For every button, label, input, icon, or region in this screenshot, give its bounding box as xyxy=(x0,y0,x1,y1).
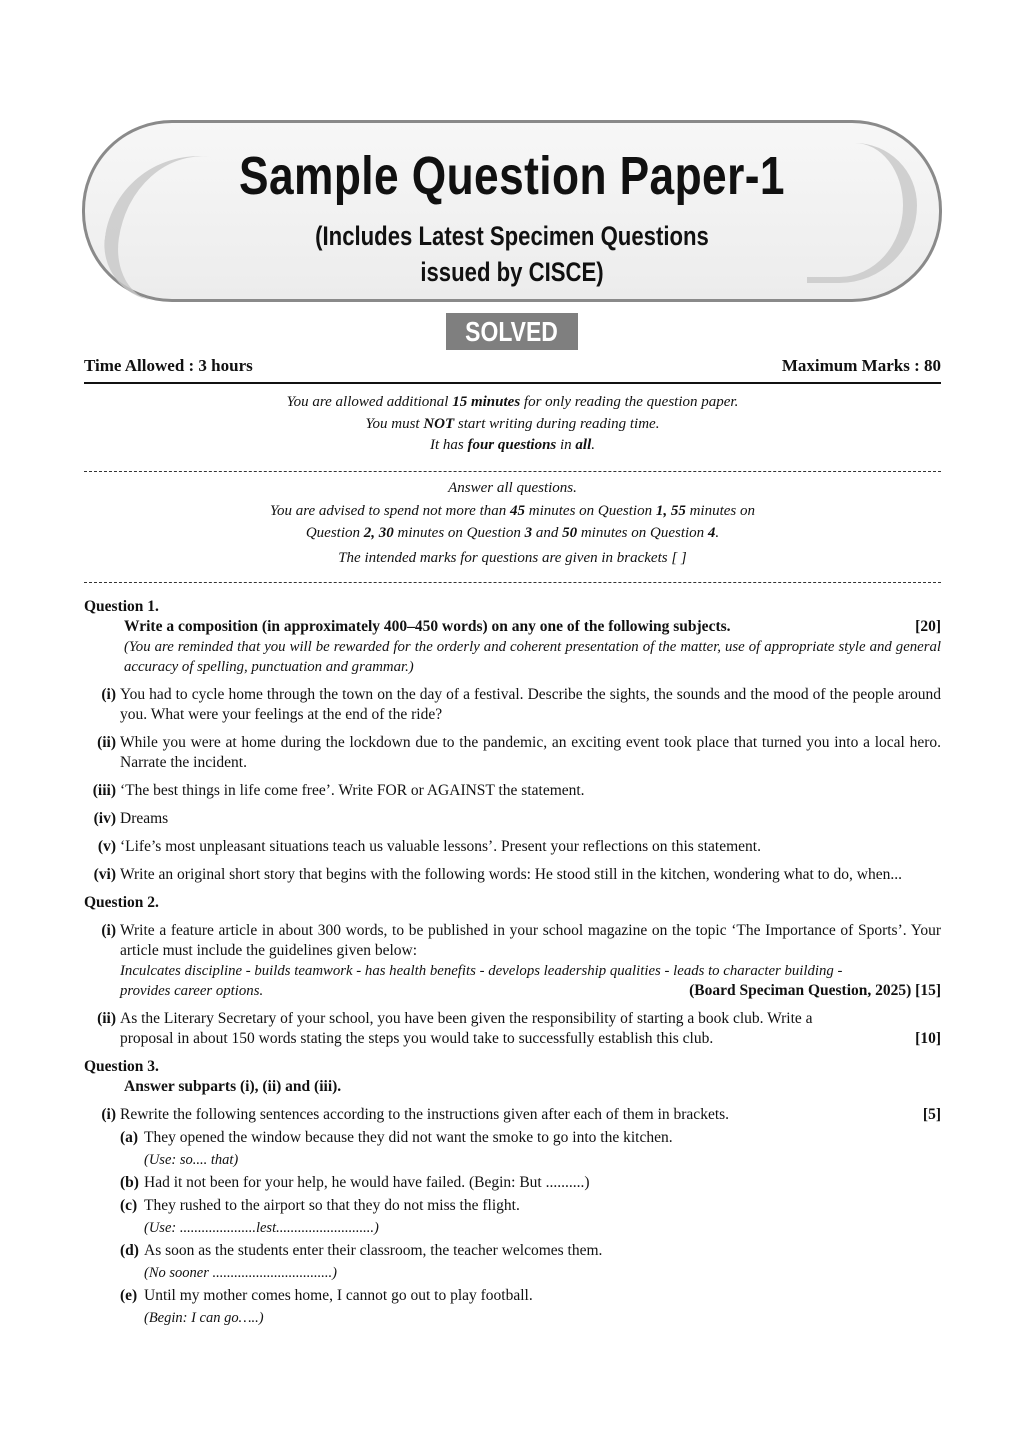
page-title: Sample Question Paper-1 xyxy=(239,146,785,206)
item-label: (vi) xyxy=(93,866,116,883)
instruction-text: It has xyxy=(429,437,468,453)
instruction-text: You are allowed additional xyxy=(286,394,453,410)
sub-question-note: (Use: so.... that) xyxy=(144,1152,239,1168)
item-text: As soon as the students enter their classroom, the teacher welcomes them. xyxy=(144,1242,603,1259)
list-item xyxy=(84,865,941,885)
page-subtitle: issued by CISCE) xyxy=(420,257,604,287)
maximum-marks: Maximum Marks : 80 xyxy=(781,356,941,375)
item-text: ‘Life’s most unpleasant situations teach us valuable lessons’. Present your reflections on this statement. xyxy=(120,838,761,855)
marks: [5] xyxy=(922,1106,941,1123)
item-text: While you were at home during the lockdown due to the pandemic, an exciting event took place that turned you into a local hero. Narrate the incident. xyxy=(120,734,941,771)
item-label: (c) xyxy=(120,1197,138,1214)
emphasis-text: 3 xyxy=(524,525,533,541)
instruction-line: The intended marks for questions are given in brackets [ ] xyxy=(338,550,687,566)
list-item xyxy=(84,781,941,801)
instruction-line xyxy=(84,437,941,454)
sub-question-note: (Use: .....................lest...........................) xyxy=(144,1220,379,1236)
item-text: Until my mother comes home, I cannot go out to play football. xyxy=(144,1287,533,1304)
instruction-text: Question xyxy=(305,525,364,541)
item-text: Write an original short story that begins with the following words: He stood still in the kitchen, wondering what to do, when... xyxy=(120,866,903,883)
item-text: They opened the window because they did not want the smoke to go into the kitchen. xyxy=(144,1129,673,1146)
question-note: (You are reminded that you will be rewarded for the orderly and coherent presentation of the matter, use of appropriate style and general accuracy of spelling, punctuation and grammar.) xyxy=(124,639,941,675)
source-marks: (Board Speciman Question, 2025) [15] xyxy=(689,982,941,999)
item-label: (iv) xyxy=(93,810,116,827)
sub-question-note: (No sooner .................................) xyxy=(144,1265,337,1281)
item-label: (d) xyxy=(120,1242,139,1259)
emphasis-text: four questions xyxy=(467,437,557,453)
sub-question xyxy=(120,1241,941,1261)
list-item: (i) Write a feature article in about 300 words, to be published in your school magazine on the topic ‘The Importance of Sports’. Your article must include the guidelines given below: Inculcates discipline - builds teamwork - has health benefits - develops leadership qualities - leads to character building - provides career options. (Board Speciman Question, 2025) [15] xyxy=(101,922,941,999)
instruction-text: start writing during reading time. xyxy=(454,416,660,432)
sub-question-note: (Begin: I can go…..) xyxy=(144,1310,264,1326)
marks: [10] xyxy=(915,1030,941,1047)
instruction-line: Answer all questions. xyxy=(448,480,577,496)
question-heading: Question 3. xyxy=(84,1058,159,1075)
instruction-text: You are advised to spend not more than xyxy=(270,503,510,519)
item-label: (e) xyxy=(120,1287,138,1304)
item-label: (v) xyxy=(97,838,116,855)
instruction-text: minutes on Question xyxy=(393,525,525,541)
item-text: Dreams xyxy=(120,810,169,827)
solved-badge: SOLVED xyxy=(446,313,578,350)
emphasis-text: NOT xyxy=(423,416,455,432)
emphasis-text: 1, 55 xyxy=(655,503,686,519)
sub-question xyxy=(120,1286,941,1306)
instruction-line xyxy=(84,416,941,433)
sub-question xyxy=(120,1196,941,1216)
item-label: (iii) xyxy=(92,782,116,799)
instruction-line xyxy=(84,503,941,520)
emphasis-text: 50 xyxy=(562,525,578,541)
marks: [20] xyxy=(915,618,941,635)
instruction-text: for only reading the question paper. xyxy=(520,394,739,410)
question-heading: Question 1. xyxy=(84,598,159,615)
time-allowed: Time Allowed : 3 hours xyxy=(84,356,253,375)
item-label: (a) xyxy=(120,1129,139,1146)
sub-question xyxy=(120,1128,941,1148)
item-label: (b) xyxy=(120,1174,139,1191)
item-text: You had to cycle home through the town on the day of a festival. Describe the sights, the sounds and the mood of the people around you. What were your feelings at the end of the ride? xyxy=(120,686,941,723)
emphasis-text: all xyxy=(575,437,592,453)
list-item xyxy=(84,837,941,857)
instruction-text: . xyxy=(591,437,596,453)
list-item xyxy=(84,685,941,725)
instruction-text: in xyxy=(556,437,576,453)
emphasis-text: 15 minutes xyxy=(452,394,521,410)
exam-meta xyxy=(84,356,941,384)
instruction-text: minutes on xyxy=(685,503,755,519)
list-item: (i) Rewrite the following sentences according to the instructions given after each of them in brackets. [5] (a) They opened the window because they did not want the smoke to go into the kitchen. (Use: so.... that) (b) Had it not been for your help, he would have failed. (Begin: But ..........) (c) They rushed to the airport so that they do not miss the flight. (Use: .....................lest...........................) (d) As soon as the students enter their classroom, the teacher welcomes them. (No sooner .................................) (e) Until my mother comes home, I cannot go out to play football. (Begin: I can go…..) xyxy=(101,1106,941,1326)
divider xyxy=(84,582,941,583)
list-item: (ii) As the Literary Secretary of your school, you have been given the responsibility of starting a book club. Write a proposal in about 150 words stating the steps you would take to successfully establish this club. [10] xyxy=(97,1010,941,1047)
instruction-text: minutes on Question xyxy=(525,503,656,519)
divider xyxy=(84,471,941,472)
sub-question xyxy=(120,1173,941,1193)
instruction-text: You must xyxy=(365,416,424,432)
questions xyxy=(84,597,941,1328)
question-instruction: Answer subparts (i), (ii) and (iii). xyxy=(124,1078,342,1095)
emphasis-text: 2, 30 xyxy=(363,525,394,541)
list-item xyxy=(84,809,941,829)
instruction-text: and xyxy=(532,525,563,541)
item-text: They rushed to the airport so that they do not miss the flight. xyxy=(144,1197,520,1214)
question-heading: Question 2. xyxy=(84,894,159,911)
emphasis-text: 45 xyxy=(510,503,525,519)
emphasis-text: 4 xyxy=(707,525,716,541)
item-text: ‘The best things in life come free’. Write FOR or AGAINST the statement. xyxy=(120,782,585,799)
question-instruction: Write a composition (in approximately 400–450 words) on any one of the following subjects. xyxy=(124,618,731,635)
item-label: (ii) xyxy=(97,734,116,751)
instruction-text: minutes on Question xyxy=(577,525,708,541)
item-label: (i) xyxy=(101,686,116,703)
instruction-line xyxy=(84,394,941,411)
title-banner xyxy=(82,120,942,302)
instruction-text: . xyxy=(715,525,720,541)
page-subtitle: (Includes Latest Specimen Questions xyxy=(315,221,709,251)
instruction-line xyxy=(84,525,941,542)
list-item xyxy=(84,733,941,773)
item-text: Had it not been for your help, he would have failed. (Begin: But ..........) xyxy=(144,1174,590,1191)
